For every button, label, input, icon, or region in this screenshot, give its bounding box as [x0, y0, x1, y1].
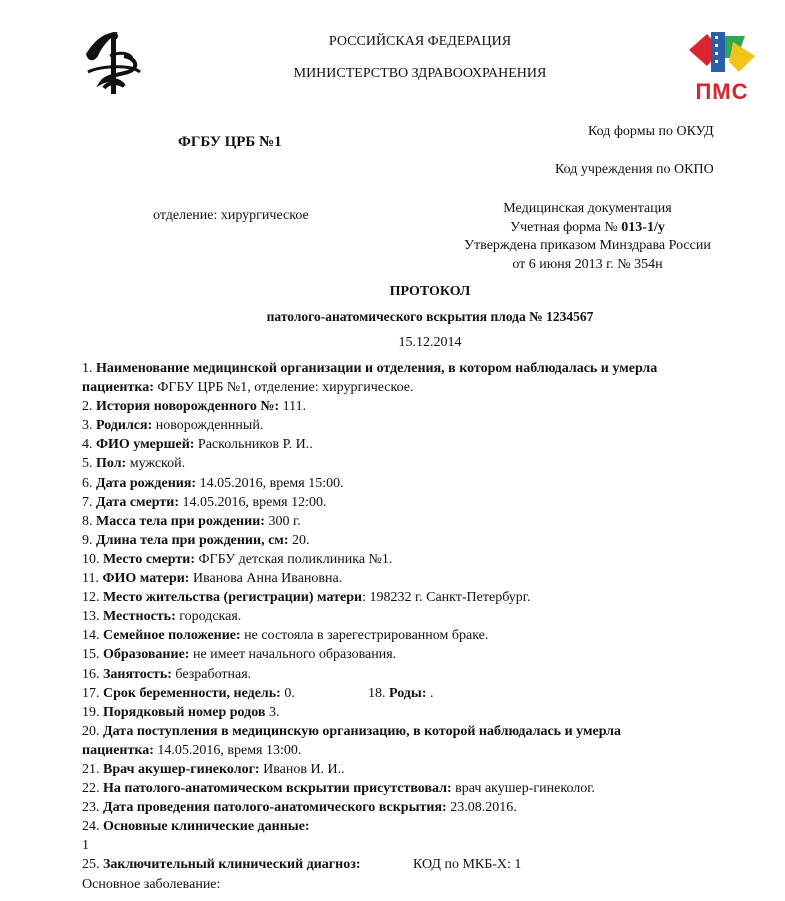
- field-number: 3.: [82, 418, 96, 434]
- field-line: [82, 626, 762, 645]
- rod-of-asclepius-icon: [84, 28, 144, 96]
- field-line: [82, 531, 762, 550]
- field-value: 14.05.2016, время 12:00.: [179, 494, 327, 510]
- field-number: 15.: [82, 647, 103, 663]
- field-label: Масса тела при рождении:: [96, 513, 265, 529]
- field-line: [82, 703, 762, 722]
- field-line: [82, 798, 762, 817]
- field-label: пациентка:: [82, 380, 154, 396]
- field-value: 20.: [288, 532, 310, 548]
- field-label: Срок беременности, недель:: [103, 685, 281, 701]
- field-line: [82, 855, 762, 874]
- field-number: 12.: [82, 590, 103, 606]
- field-label: На патолого-анатомическом вскрытии присутствовал:: [103, 781, 452, 797]
- field-number: 9.: [82, 532, 96, 548]
- field-label: Длина тела при рождении, см:: [96, 532, 289, 548]
- field-number: 6.: [82, 475, 96, 491]
- field-number: 2.: [82, 399, 96, 415]
- field-line: [82, 722, 762, 741]
- field-label: Дата рождения:: [96, 475, 197, 491]
- field-label: Место жительства (регистрации) матери: [103, 590, 363, 606]
- field-label: Дата проведения патолого-анатомического вскрытия:: [103, 800, 447, 816]
- field-line: [82, 684, 762, 703]
- field-label: Пол:: [96, 456, 127, 472]
- field-value: мужской.: [126, 456, 186, 472]
- field-value: Иванова Анна Ивановна.: [189, 571, 343, 587]
- field-number: 19.: [82, 704, 103, 720]
- field-number: 16.: [82, 666, 103, 682]
- protocol-fields: [82, 359, 762, 894]
- field-line: [82, 645, 762, 664]
- field-label: Заключительный клинический диагноз:: [103, 857, 361, 873]
- field-line: [82, 817, 762, 836]
- field-line: [82, 588, 762, 607]
- field-line: [82, 435, 762, 454]
- protocol-date: 15.12.2014: [398, 335, 462, 350]
- field-line: [82, 569, 762, 588]
- field-value: врач акушер-гинеколог.: [451, 781, 595, 797]
- field-label: Образование:: [103, 647, 190, 663]
- field-label: Дата смерти:: [96, 494, 179, 510]
- field-line: [82, 512, 762, 531]
- field-number: 17.: [82, 685, 103, 701]
- field-extra-value: .: [426, 685, 434, 701]
- field-number: 22.: [82, 781, 103, 797]
- field-number: 20.: [82, 723, 103, 739]
- field-label: пациентка:: [82, 742, 154, 758]
- field-label: Дата поступления в медицинскую организацию, в которой наблюдалась и умерла: [103, 723, 621, 739]
- field-line: [82, 493, 762, 512]
- pms-logo: [685, 28, 759, 104]
- field-number: 13.: [82, 609, 103, 625]
- field-label: Семейное положение:: [103, 628, 241, 644]
- field-line: [82, 416, 762, 435]
- field-line: [82, 741, 762, 760]
- field-value: городская.: [175, 609, 242, 625]
- field-value: 3.: [265, 704, 280, 720]
- field-value: 14.05.2016, время 15:00.: [196, 475, 344, 491]
- field-line: [82, 550, 762, 569]
- field-extra-value: КОД по МКБ-Х: 1: [413, 857, 522, 873]
- field-label: История новорожденного №:: [96, 399, 280, 415]
- field-label: Родился:: [96, 418, 153, 434]
- field-number: 23.: [82, 800, 103, 816]
- field-line: [82, 359, 762, 378]
- field-value: ФГБУ ЦРБ №1, отделение: хирургическое.: [153, 380, 414, 396]
- field-value: 23.08.2016.: [446, 800, 517, 816]
- field-value: : 198232 г. Санкт-Петербург.: [362, 590, 531, 606]
- field-line: [82, 760, 762, 779]
- field-line: [82, 836, 762, 855]
- field-line: [82, 454, 762, 473]
- field-number: 7.: [82, 494, 96, 510]
- field-label: Порядковый номер родов: [103, 704, 266, 720]
- field-line: [82, 397, 762, 416]
- field-number: 8.: [82, 513, 96, 529]
- field-label: Занятость:: [103, 666, 172, 682]
- protocol-title: ПРОТОКОЛ: [389, 284, 471, 299]
- field-value: 0.: [280, 685, 295, 701]
- field-value: Основное заболевание:: [82, 876, 221, 892]
- field-number: 25.: [82, 857, 103, 873]
- protocol-subtitle: патолого-анатомического вскрытия плода № 1234567: [266, 309, 594, 324]
- field-line: [82, 779, 762, 798]
- field-number: 14.: [82, 628, 103, 644]
- field-value: Раскольников Р. И..: [194, 437, 313, 453]
- country-title: РОССИЙСКАЯ ФЕДЕРАЦИЯ: [328, 34, 512, 49]
- field-line: [82, 607, 762, 626]
- field-extra-label: Роды:: [389, 685, 427, 701]
- field-number: 5.: [82, 456, 96, 472]
- department-label: отделение: хирургическое: [153, 208, 309, 223]
- field-number: 4.: [82, 437, 96, 453]
- form-info-line-2: [430, 220, 745, 236]
- institution-name: ФГБУ ЦРБ №1: [178, 134, 282, 150]
- field-extra: [413, 855, 521, 874]
- field-number: 1.: [82, 361, 96, 376]
- okpo-code-label: Код учреждения по ОКПО: [555, 162, 714, 177]
- field-number: 24.: [82, 819, 103, 835]
- field-label: Врач акушер-гинеколог:: [103, 761, 260, 777]
- form-info-line-1: Медицинская документация: [503, 201, 672, 216]
- field-value: не состояла в зарегестрированном браке.: [240, 628, 489, 644]
- field-value: Иванов И. И..: [259, 761, 345, 777]
- field-number: 11.: [82, 571, 103, 587]
- field-value: 1: [82, 838, 89, 854]
- form-info-line-3: Утверждена приказом Минздрава России: [464, 238, 711, 253]
- field-value: 300 г.: [264, 513, 301, 529]
- form-number: 013-1/у: [621, 220, 665, 235]
- field-value: 111.: [279, 399, 307, 415]
- field-number: 21.: [82, 761, 103, 777]
- field-label: Основные клинические данные:: [103, 819, 310, 835]
- field-number: 10.: [82, 551, 103, 567]
- field-line: [82, 875, 762, 894]
- logo-text: ПМС: [695, 79, 749, 104]
- field-label: Наименование медицинской организации и отделения, в котором наблюдалась и умерла: [96, 361, 658, 376]
- field-label: ФИО умершей:: [96, 437, 195, 453]
- field-value: 14.05.2016, время 13:00.: [153, 742, 302, 758]
- field-value: ФГБУ детская поликлиника №1.: [195, 551, 393, 567]
- field-extra-number: 18.: [368, 685, 389, 701]
- okud-code-label: Код формы по ОКУД: [588, 124, 714, 139]
- field-line: [82, 665, 762, 684]
- field-value: новорожденнный.: [152, 418, 264, 434]
- ministry-title: МИНИСТЕРСТВО ЗДРАВООХРАНЕНИЯ: [293, 66, 547, 81]
- form-info-line-4: от 6 июня 2013 г. № 354н: [512, 257, 663, 272]
- field-label: Местность:: [103, 609, 176, 625]
- field-value: безработная.: [171, 666, 252, 682]
- logo-mark-icon: [685, 28, 759, 76]
- field-value: не имеет начального образования.: [189, 647, 397, 663]
- field-label: Место смерти:: [103, 551, 195, 567]
- field-extra: [368, 684, 433, 703]
- field-line: [82, 474, 762, 493]
- field-label: ФИО матери:: [102, 571, 190, 587]
- form-number-prefix: Учетная форма №: [510, 220, 622, 235]
- field-line: [82, 378, 762, 397]
